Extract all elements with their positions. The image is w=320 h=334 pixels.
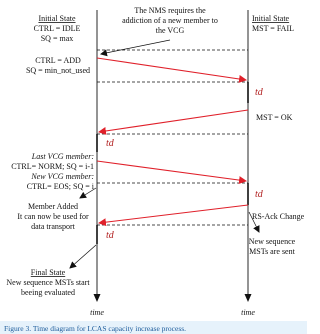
- right-initial-mst: MST = FAIL: [252, 24, 294, 33]
- delay-brackets: [97, 82, 248, 244]
- left-initial-state-title: Initial State: [38, 14, 76, 23]
- left-time-arrowhead: [94, 294, 101, 302]
- delay-label-2: td: [106, 138, 114, 149]
- arrow-rs-ack: [99, 205, 248, 223]
- right-time-label: time: [241, 308, 255, 317]
- left-add-state: [26, 56, 90, 75]
- arrow-add-request: [97, 58, 246, 80]
- left-final-state: [6, 268, 90, 297]
- delay-label-4: td: [106, 230, 114, 241]
- delay-label-3: td: [255, 189, 263, 200]
- left-initial-sq: SQ = max: [40, 34, 74, 43]
- right-initial-state-title: Initial State: [252, 14, 290, 23]
- left-time-label: time: [90, 308, 104, 317]
- final-state-title: Final State: [30, 268, 66, 277]
- final-state-line2: beeing evaluated: [21, 288, 75, 297]
- nms-note: [122, 6, 218, 35]
- new-seq-line2: MSTs are sent: [249, 247, 295, 256]
- last-vcg-member-title: Last VCG member:: [31, 152, 94, 161]
- nms-note-line1: The NMS requires the: [134, 6, 206, 15]
- right-mst-ok: MST = OK: [256, 113, 293, 122]
- new-seq-line1: New sequence: [248, 237, 296, 246]
- right-time-arrowhead: [245, 294, 252, 302]
- member-added-line3: data transport: [31, 222, 75, 231]
- nms-note-line2: addiction of a new member to: [122, 16, 218, 25]
- left-add-ctrl: CTRL = ADD: [35, 56, 81, 65]
- nms-note-line3: the VCG: [155, 26, 185, 35]
- final-state-line1: New sequence MSTs start: [6, 278, 90, 287]
- new-vcg-member-value: CTRL= EOS; SQ = i: [26, 182, 94, 191]
- last-vcg-member-value: CTRL= NORM; SQ = i-1: [11, 162, 94, 171]
- final-state-pointer: [70, 245, 96, 268]
- dashed-guides: [97, 50, 248, 225]
- member-added-line1: Member Added: [28, 202, 78, 211]
- nms-pointer: [101, 40, 170, 54]
- right-initial-state: [252, 14, 294, 33]
- arrow-mst-ok: [99, 110, 248, 132]
- left-initial-ctrl: CTRL = IDLE: [33, 24, 81, 33]
- right-rs-ack: RS-Ack Change: [252, 212, 305, 221]
- left-add-sq: SQ = min_not_used: [25, 66, 91, 75]
- member-added-line2: It can now be used for: [17, 212, 89, 221]
- figure-caption: Figure 3. Time diagram for LCAS capacity increase process.: [4, 324, 187, 333]
- left-vcg-members: [11, 152, 95, 191]
- member-added-note: [17, 202, 89, 231]
- new-vcg-member-title: New VCG member:: [31, 172, 94, 181]
- delay-label-1: td: [255, 87, 263, 98]
- arrow-norm-eos: [97, 161, 246, 181]
- left-initial-state: [34, 14, 81, 43]
- new-seq-note: [249, 237, 296, 256]
